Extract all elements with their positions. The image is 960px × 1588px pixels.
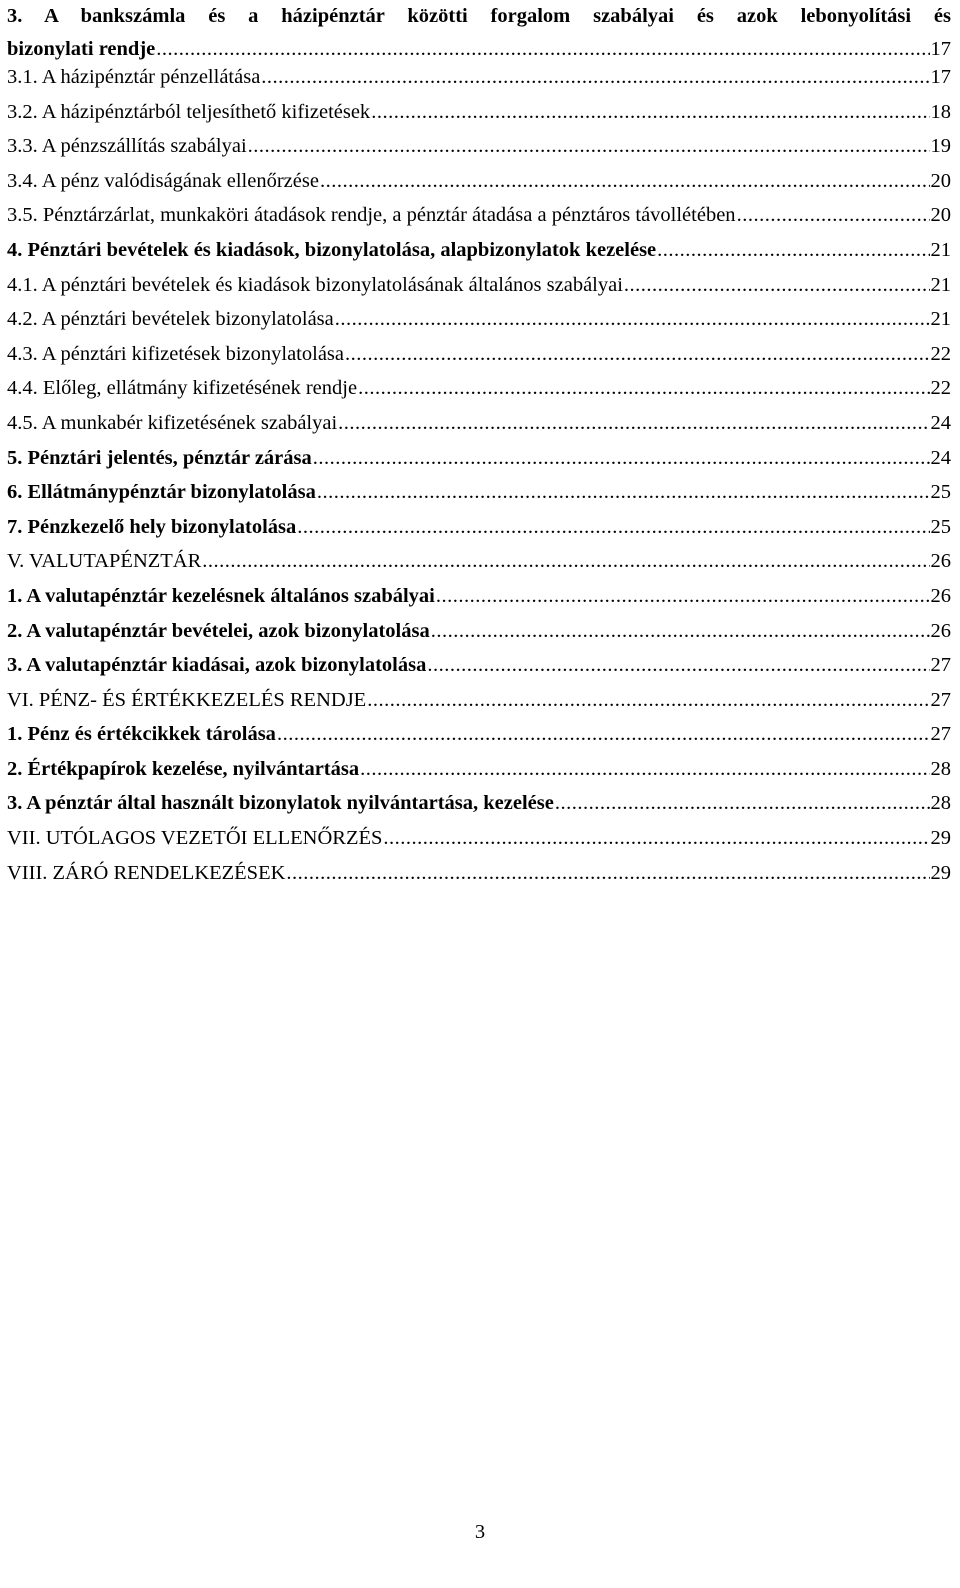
toc-entry-label: 5. Pénztári jelentés, pénztár zárása bbox=[7, 446, 312, 469]
toc-page-number: 27 bbox=[930, 688, 951, 711]
toc-leader-dots bbox=[286, 862, 929, 885]
toc-page-number: 19 bbox=[930, 135, 951, 158]
toc-entry-label: 4.5. A munkabér kifizetésének szabályai bbox=[7, 411, 338, 434]
toc-entry-label: 4.2. A pénztári bevételek bizonylatolása bbox=[7, 308, 334, 331]
toc-entry[interactable] bbox=[7, 585, 951, 620]
toc-page-number: 25 bbox=[930, 515, 951, 538]
toc-entry-label: 3.3. A pénzszállítás szabályai bbox=[7, 135, 247, 158]
toc-leader-dots bbox=[335, 308, 930, 331]
toc-leader-dots bbox=[427, 654, 929, 677]
toc-entry[interactable] bbox=[7, 274, 951, 309]
toc-entry-label: 4.3. A pénztári kifizetések bizonylatolása bbox=[7, 342, 344, 365]
toc-entry[interactable] bbox=[7, 827, 951, 862]
toc-entry[interactable] bbox=[7, 66, 951, 101]
toc-entry-label: 3.1. A házipénztár pénzellátása bbox=[7, 66, 261, 88]
toc-entry[interactable] bbox=[7, 689, 951, 724]
toc-entry-label: 3.5. Pénztárzárlat, munkaköri átadások rendje, a pénztár átadása a pénztáros távollétében bbox=[7, 204, 736, 227]
toc-entry-label: VI. PÉNZ- ÉS ÉRTÉKKEZELÉS RENDJE bbox=[7, 688, 367, 711]
toc-entry-label: 3. A pénztár által használt bizonylatok nyilvántartása, kezelése bbox=[7, 792, 554, 815]
toc-leader-dots bbox=[297, 516, 929, 539]
toc-entry[interactable] bbox=[7, 481, 951, 516]
toc-page-number: 22 bbox=[930, 377, 951, 400]
toc-page-number: 21 bbox=[930, 273, 951, 296]
toc-entry-label: VII. UTÓLAGOS VEZETŐI ELLENŐRZÉS bbox=[7, 827, 383, 850]
toc-leader-dots bbox=[202, 550, 929, 573]
toc-page-number: 27 bbox=[930, 654, 951, 677]
toc-leader-dots bbox=[657, 239, 929, 262]
toc-entry[interactable] bbox=[7, 412, 951, 447]
toc-leader-dots bbox=[320, 170, 930, 193]
toc-entry-label: 4. Pénztári bevételek és kiadások, bizonylatolása, alapbizonylatok kezelése bbox=[7, 238, 657, 261]
toc-entry-label: 3. A valutapénztár kiadásai, azok bizonylatolása bbox=[7, 654, 427, 677]
toc-page-number: 18 bbox=[930, 100, 951, 123]
toc-leader-dots bbox=[261, 66, 929, 89]
table-of-contents bbox=[7, 0, 951, 896]
toc-entry-label: 3.4. A pénz valódiságának ellenőrzése bbox=[7, 169, 319, 192]
toc-entry[interactable] bbox=[7, 239, 951, 274]
toc-page-number: 20 bbox=[930, 204, 951, 227]
toc-list bbox=[7, 66, 951, 896]
toc-entry-label: 1. A valutapénztár kezelésnek általános szabályai bbox=[7, 584, 435, 607]
toc-leader-dots bbox=[624, 274, 930, 297]
toc-entry-first-continuation[interactable] bbox=[7, 33, 951, 66]
toc-entry-label: 4.4. Előleg, ellátmány kifizetésének rendje bbox=[7, 377, 358, 400]
toc-entry[interactable] bbox=[7, 101, 951, 136]
toc-leader-dots bbox=[371, 101, 929, 124]
toc-leader-dots bbox=[358, 377, 929, 400]
toc-page-number: 28 bbox=[930, 792, 951, 815]
toc-leader-dots bbox=[317, 481, 930, 504]
toc-leader-dots bbox=[345, 343, 930, 366]
toc-entry[interactable] bbox=[7, 758, 951, 793]
toc-entry[interactable] bbox=[7, 620, 951, 655]
toc-page-number: 26 bbox=[930, 584, 951, 607]
toc-entry[interactable] bbox=[7, 516, 951, 551]
toc-entry-label: 6. Ellátmánypénztár bizonylatolása bbox=[7, 481, 316, 504]
toc-entry[interactable] bbox=[7, 204, 951, 239]
toc-entry-label: VIII. ZÁRÓ RENDELKEZÉSEK bbox=[7, 861, 286, 884]
toc-entry-label: bizonylati rendje bbox=[7, 38, 156, 60]
toc-page-number: 21 bbox=[930, 308, 951, 331]
toc-page-number: 24 bbox=[930, 446, 951, 469]
toc-leader-dots bbox=[313, 447, 930, 470]
toc-entry[interactable] bbox=[7, 654, 951, 689]
toc-leader-dots bbox=[737, 204, 930, 227]
toc-page-number: 28 bbox=[930, 757, 951, 780]
toc-leader-dots bbox=[383, 827, 929, 850]
toc-entry-label: 2. Értékpapírok kezelése, nyilvántartása bbox=[7, 757, 360, 780]
toc-leader-dots bbox=[156, 33, 929, 66]
toc-page-number: 26 bbox=[930, 619, 951, 642]
toc-page-number: 20 bbox=[930, 169, 951, 192]
toc-leader-dots bbox=[248, 135, 930, 158]
toc-entry[interactable] bbox=[7, 723, 951, 758]
toc-entry[interactable] bbox=[7, 447, 951, 482]
toc-entry[interactable] bbox=[7, 550, 951, 585]
toc-entry[interactable] bbox=[7, 170, 951, 205]
toc-page-number: 29 bbox=[930, 861, 951, 884]
toc-page-number: 17 bbox=[930, 66, 951, 88]
toc-leader-dots bbox=[555, 792, 930, 815]
toc-page-number: 22 bbox=[930, 342, 951, 365]
toc-page-number: 26 bbox=[930, 550, 951, 573]
page-number: 3 bbox=[474, 1521, 486, 1543]
toc-leader-dots bbox=[338, 412, 929, 435]
toc-leader-dots bbox=[277, 723, 930, 746]
toc-entry-label: 1. Pénz és értékcikkek tárolása bbox=[7, 723, 276, 746]
toc-leader-dots bbox=[431, 620, 930, 643]
toc-page-number: 17 bbox=[930, 38, 951, 60]
toc-entry-label: 2. A valutapénztár bevételei, azok bizonylatolása bbox=[7, 619, 430, 642]
toc-entry-label: 3.2. A házipénztárból teljesíthető kifizetések bbox=[7, 100, 371, 123]
toc-entry-label: 4.1. A pénztári bevételek és kiadások bizonylatolásának általános szabályai bbox=[7, 273, 623, 296]
toc-leader-dots bbox=[360, 758, 929, 781]
toc-leader-dots bbox=[367, 689, 929, 712]
toc-leader-dots bbox=[436, 585, 930, 608]
toc-page-number: 21 bbox=[930, 238, 951, 261]
toc-page-number: 27 bbox=[930, 723, 951, 746]
toc-entry[interactable] bbox=[7, 862, 951, 897]
toc-entry[interactable] bbox=[7, 343, 951, 378]
toc-entry-first bbox=[7, 0, 951, 33]
toc-entry[interactable] bbox=[7, 792, 951, 827]
toc-entry[interactable] bbox=[7, 377, 951, 412]
toc-page-number: 25 bbox=[930, 481, 951, 504]
toc-page-number: 29 bbox=[930, 827, 951, 850]
toc-entry-label: 7. Pénzkezelő hely bizonylatolása bbox=[7, 515, 297, 538]
toc-page-number: 24 bbox=[930, 411, 951, 434]
toc-entry[interactable] bbox=[7, 135, 951, 170]
toc-entry[interactable] bbox=[7, 308, 951, 343]
toc-entry-label: V. VALUTAPÉNZTÁR bbox=[7, 550, 202, 573]
toc-entry-first-label-line1: 3. A bankszámla és a házipénztár közötti forgalom szabályai és azok lebonyolítási és bbox=[7, 5, 951, 27]
